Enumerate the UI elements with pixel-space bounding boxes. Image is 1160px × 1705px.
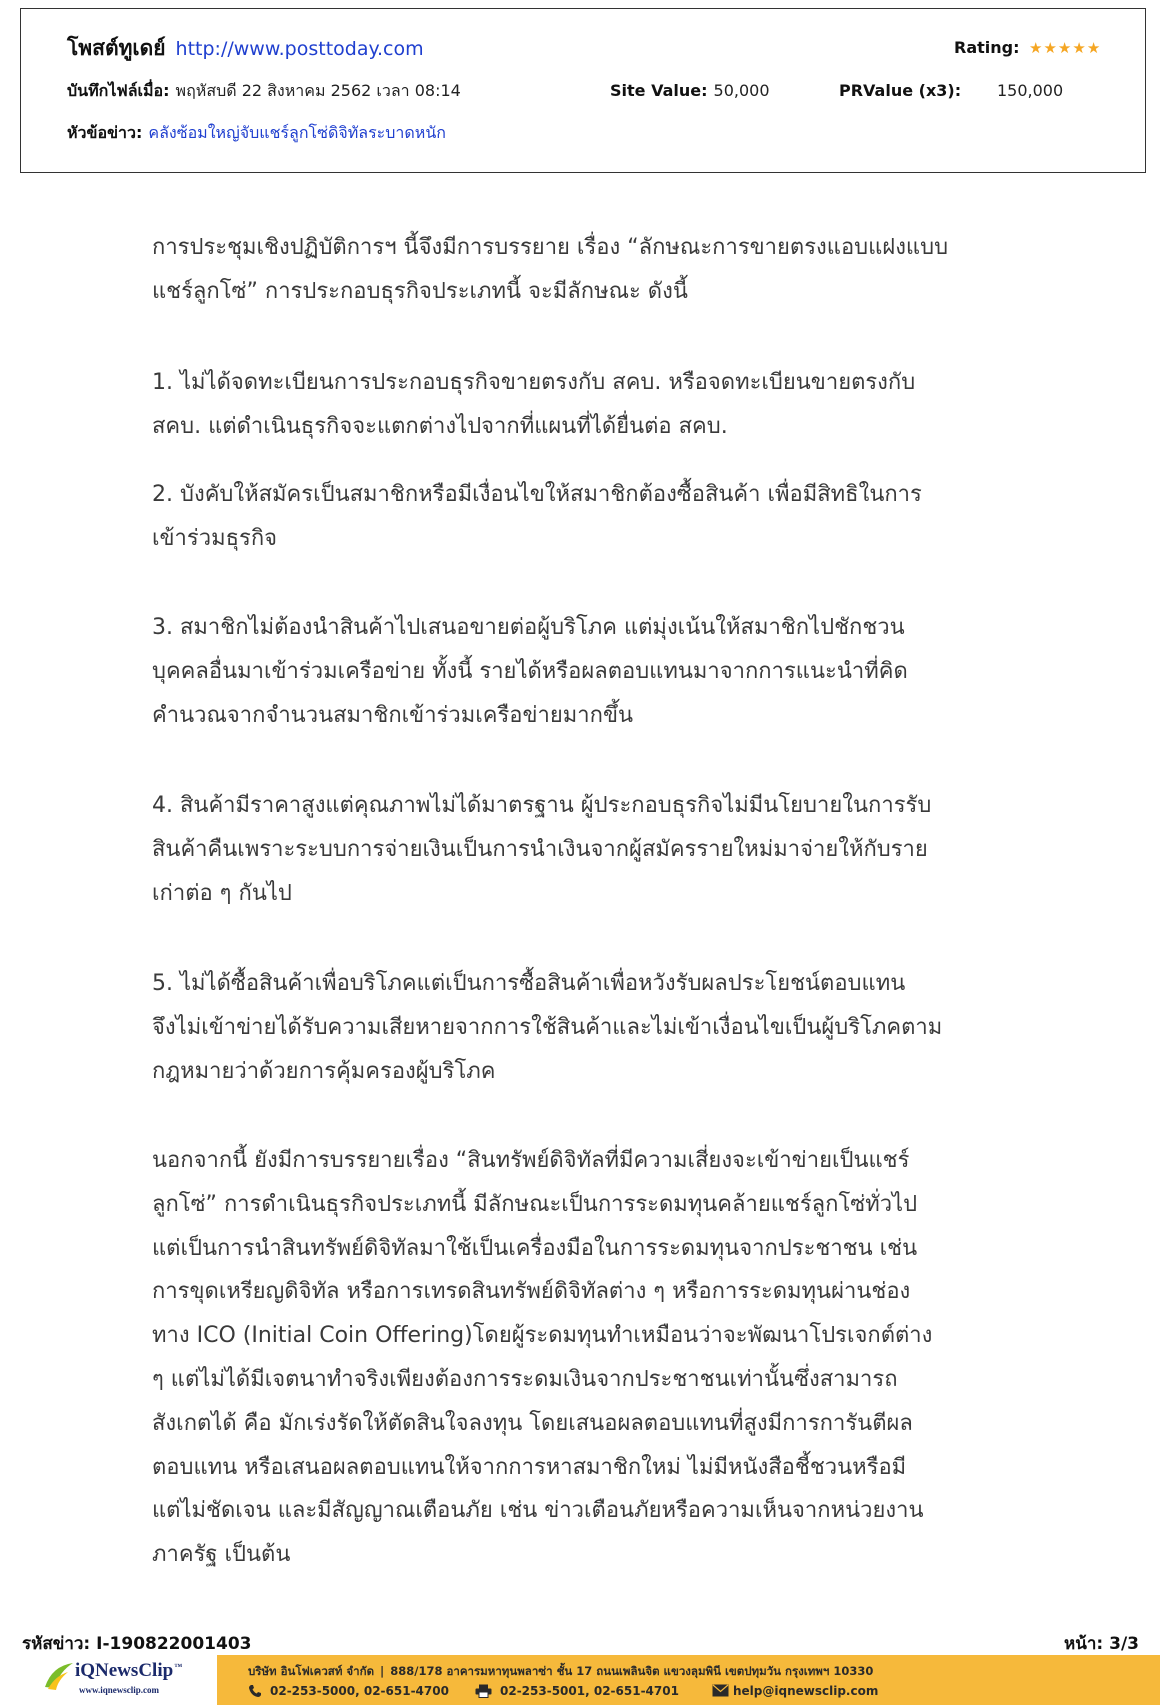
site-value-label: Site Value: (610, 81, 708, 100)
news-id-label: รหัสข่าว: (22, 1634, 91, 1654)
star-icon: ★ (1043, 39, 1058, 57)
text-line: นอกจากนี้ ยังมีการบรรยายเรื่อง “สินทรัพย์ดิจิทัลที่มีความเสี่ยงจะเข้าข่ายเป็นแชร์ (152, 1148, 910, 1173)
news-id (22, 1633, 251, 1655)
text-line: ภาครัฐ เป็นต้น (152, 1542, 291, 1568)
company-name: บริษัท อินโฟเควสท์ จำกัด (248, 1664, 375, 1678)
rating-stars (1029, 35, 1101, 61)
pr-value (839, 80, 961, 102)
source-url-link[interactable]: http://www.posttoday.com (175, 38, 424, 60)
page-value: 3/3 (1109, 1634, 1139, 1654)
rating-label: Rating: (954, 38, 1020, 57)
text-line: 2. บังคับให้สมัครเป็นสมาชิกหรือมีเงื่อนไขให้สมาชิกต้องซื้อสินค้า เพื่อมีสิทธิในการ (152, 482, 922, 507)
page-number (1064, 1633, 1139, 1655)
text-line: แต่ไม่ชัดเจน และมีสัญญาณเตือนภัย เช่น ข่าวเตือนภัยหรือความเห็นจากหน่วยงาน (152, 1498, 924, 1524)
phone-icon (248, 1684, 262, 1698)
saved-value: พฤหัสบดี 22 สิงหาคม 2562 เวลา 08:14 (175, 81, 461, 100)
clip-header (20, 8, 1146, 173)
rating (954, 35, 1020, 61)
text-line: ลูกโซ่” การดำเนินธุรกิจประเภทนี้ มีลักษณะเป็นการระดมทุนคล้ายแชร์ลูกโซ่ทั่วไป (152, 1191, 918, 1217)
company-address: 888/178 อาคารมหาทุนพลาซ่า ชั้น 17 ถนนเพลินจิต แขวงลุมพินี เขตปทุมวัน กรุงเทพฯ 10330 (390, 1664, 874, 1678)
text-line: ๆ แต่ไม่ได้มีเจตนาทำจริงเพียงต้องการระดมเงินจากประชาชนเท่านั้นซึ่งสามารถ (152, 1366, 898, 1392)
separator: | (380, 1664, 385, 1678)
text-line: 5. ไม่ได้ซื้อสินค้าเพื่อบริโภคแต่เป็นการซื้อสินค้าเพื่อหวังรับผลประโยชน์ตอบแทน (152, 971, 906, 996)
text-line: 1. ไม่ได้จดทะเบียนการประกอบธุรกิจขายตรงกับ สคบ. หรือจดทะเบียนขายตรงกับ (152, 370, 916, 395)
company-line (248, 1663, 873, 1679)
headline[interactable]: คลังซ้อมใหญ่จับแชร์ลูกโซ่ดิจิทัลระบาดหนัก (148, 123, 446, 142)
saved-date (67, 80, 461, 102)
text-line: คำนวณจากจำนวนสมาชิกเข้าร่วมเครือข่ายมากขึ้น (152, 702, 634, 728)
site-value-number: 50,000 (713, 81, 770, 100)
text-line: เข้าร่วมธุรกิจ (152, 525, 278, 551)
paragraph (152, 226, 1052, 314)
text-line: แชร์ลูกโซ่” การประกอบธุรกิจประเภทนี้ จะมีลักษณะ ดังนี้ (152, 278, 688, 304)
page-label: หน้า: (1064, 1634, 1104, 1654)
text-line: ทาง ICO (Initial Coin Offering)โดยผู้ระดมทุนทำเหมือนว่าจะพัฒนาโปรเจกต์ต่าง (152, 1323, 933, 1349)
news-id-value: I-190822001403 (96, 1634, 252, 1654)
text-line: 3. สมาชิกไม่ต้องนำสินค้าไปเสนอขายต่อผู้บริโภค แต่มุ่งเน้นให้สมาชิกไปชักชวน (152, 615, 905, 640)
source-line (67, 35, 424, 63)
paragraph (152, 1139, 1052, 1577)
text-line: การประชุมเชิงปฏิบัติการฯ นี้จึงมีการบรรยาย เรื่อง “ลักษณะการขายตรงแอบแฝงแบบ (152, 235, 949, 260)
phone-numbers: 02-253-5000, 02-651-4700 (270, 1684, 449, 1698)
mail-icon (712, 1684, 729, 1697)
paragraph (152, 962, 1052, 1093)
text-line: แต่เป็นการนำสินทรัพย์ดิจิทัลมาใช้เป็นเครื่องมือในการระดมทุนจากประชาชน เช่น (152, 1235, 918, 1261)
star-icon: ★ (1057, 39, 1073, 57)
pr-value-label: PRValue (x3): (839, 81, 962, 100)
text-line: จึงไม่เข้าข่ายได้รับความเสียหายจากการใช้สินค้าและไม่เข้าเงื่อนไขเป็นผู้บริโภคตาม (152, 1014, 943, 1040)
text-line: สินค้าคืนเพราะระบบการจ่ายเงินเป็นการนำเงินจากผู้สมัครรายใหม่มาจ่ายให้กับราย (152, 836, 928, 862)
text-line: เก่าต่อ ๆ กันไป (152, 880, 292, 906)
site-value (610, 80, 770, 102)
headline-line (67, 122, 446, 144)
text-line: การขุดเหรียญดิจิทัล หรือการเทรดสินทรัพย์ดิจิทัลต่าง ๆ หรือการระดมทุนผ่านช่อง (152, 1279, 911, 1305)
logo-website: www.iqnewsclip.com (79, 1685, 160, 1695)
text-line: กฎหมายว่าด้วยการคุ้มครองผู้บริโภค (152, 1058, 496, 1084)
text-line: บุคคลอื่นมาเข้าร่วมเครือข่าย ทั้งนี้ รายได้หรือผลตอบแทนมาจากการแนะนำที่คิด (152, 658, 908, 684)
iqnewsclip-logo-icon (43, 1661, 75, 1691)
source-name: โพสต์ทูเดย์ (67, 36, 166, 60)
pr-value-number-wrap (997, 80, 1063, 102)
paragraph (152, 473, 1052, 561)
logo-text (75, 1660, 182, 1682)
headline-label: หัวข้อข่าว: (67, 123, 143, 142)
logo-trademark: ™ (174, 1661, 183, 1671)
text-line: สังเกตได้ คือ มักเร่งรัดให้ตัดสินใจลงทุน โดยเสนอผลตอบแทนที่สูงมีการการันตีผล (152, 1410, 913, 1436)
star-icon: ★ (1072, 39, 1087, 57)
iqnewsclip-logo (43, 1659, 213, 1703)
star-icon: ★ (1086, 39, 1102, 57)
saved-label: บันทึกไฟล์เมื่อ: (67, 81, 170, 100)
contact-email: help@iqnewsclip.com (733, 1684, 879, 1698)
paragraph (152, 784, 1052, 915)
paragraph (152, 361, 1052, 449)
logo-name: iQNewsClip (75, 1660, 174, 1681)
star-icon: ★ (1029, 39, 1044, 57)
fax-numbers: 02-253-5001, 02-651-4701 (500, 1684, 679, 1698)
text-line: ตอบแทน หรือเสนอผลตอบแทนให้จากการหาสมาชิกใหม่ ไม่มีหนังสือชี้ชวนหรือมี (152, 1454, 907, 1480)
text-line: สคบ. แต่ดำเนินธุรกิจจะแตกต่างไปจากที่แผนที่ได้ยื่นต่อ สคบ. (152, 413, 728, 439)
text-line: 4. สินค้ามีราคาสูงแต่คุณภาพไม่ได้มาตรฐาน ผู้ประกอบธุรกิจไม่มีนโยบายในการรับ (152, 793, 932, 818)
fax-icon (475, 1684, 492, 1698)
pr-value-number: 150,000 (997, 81, 1064, 100)
contact-bar (217, 1655, 1160, 1705)
paragraph (152, 606, 1052, 737)
